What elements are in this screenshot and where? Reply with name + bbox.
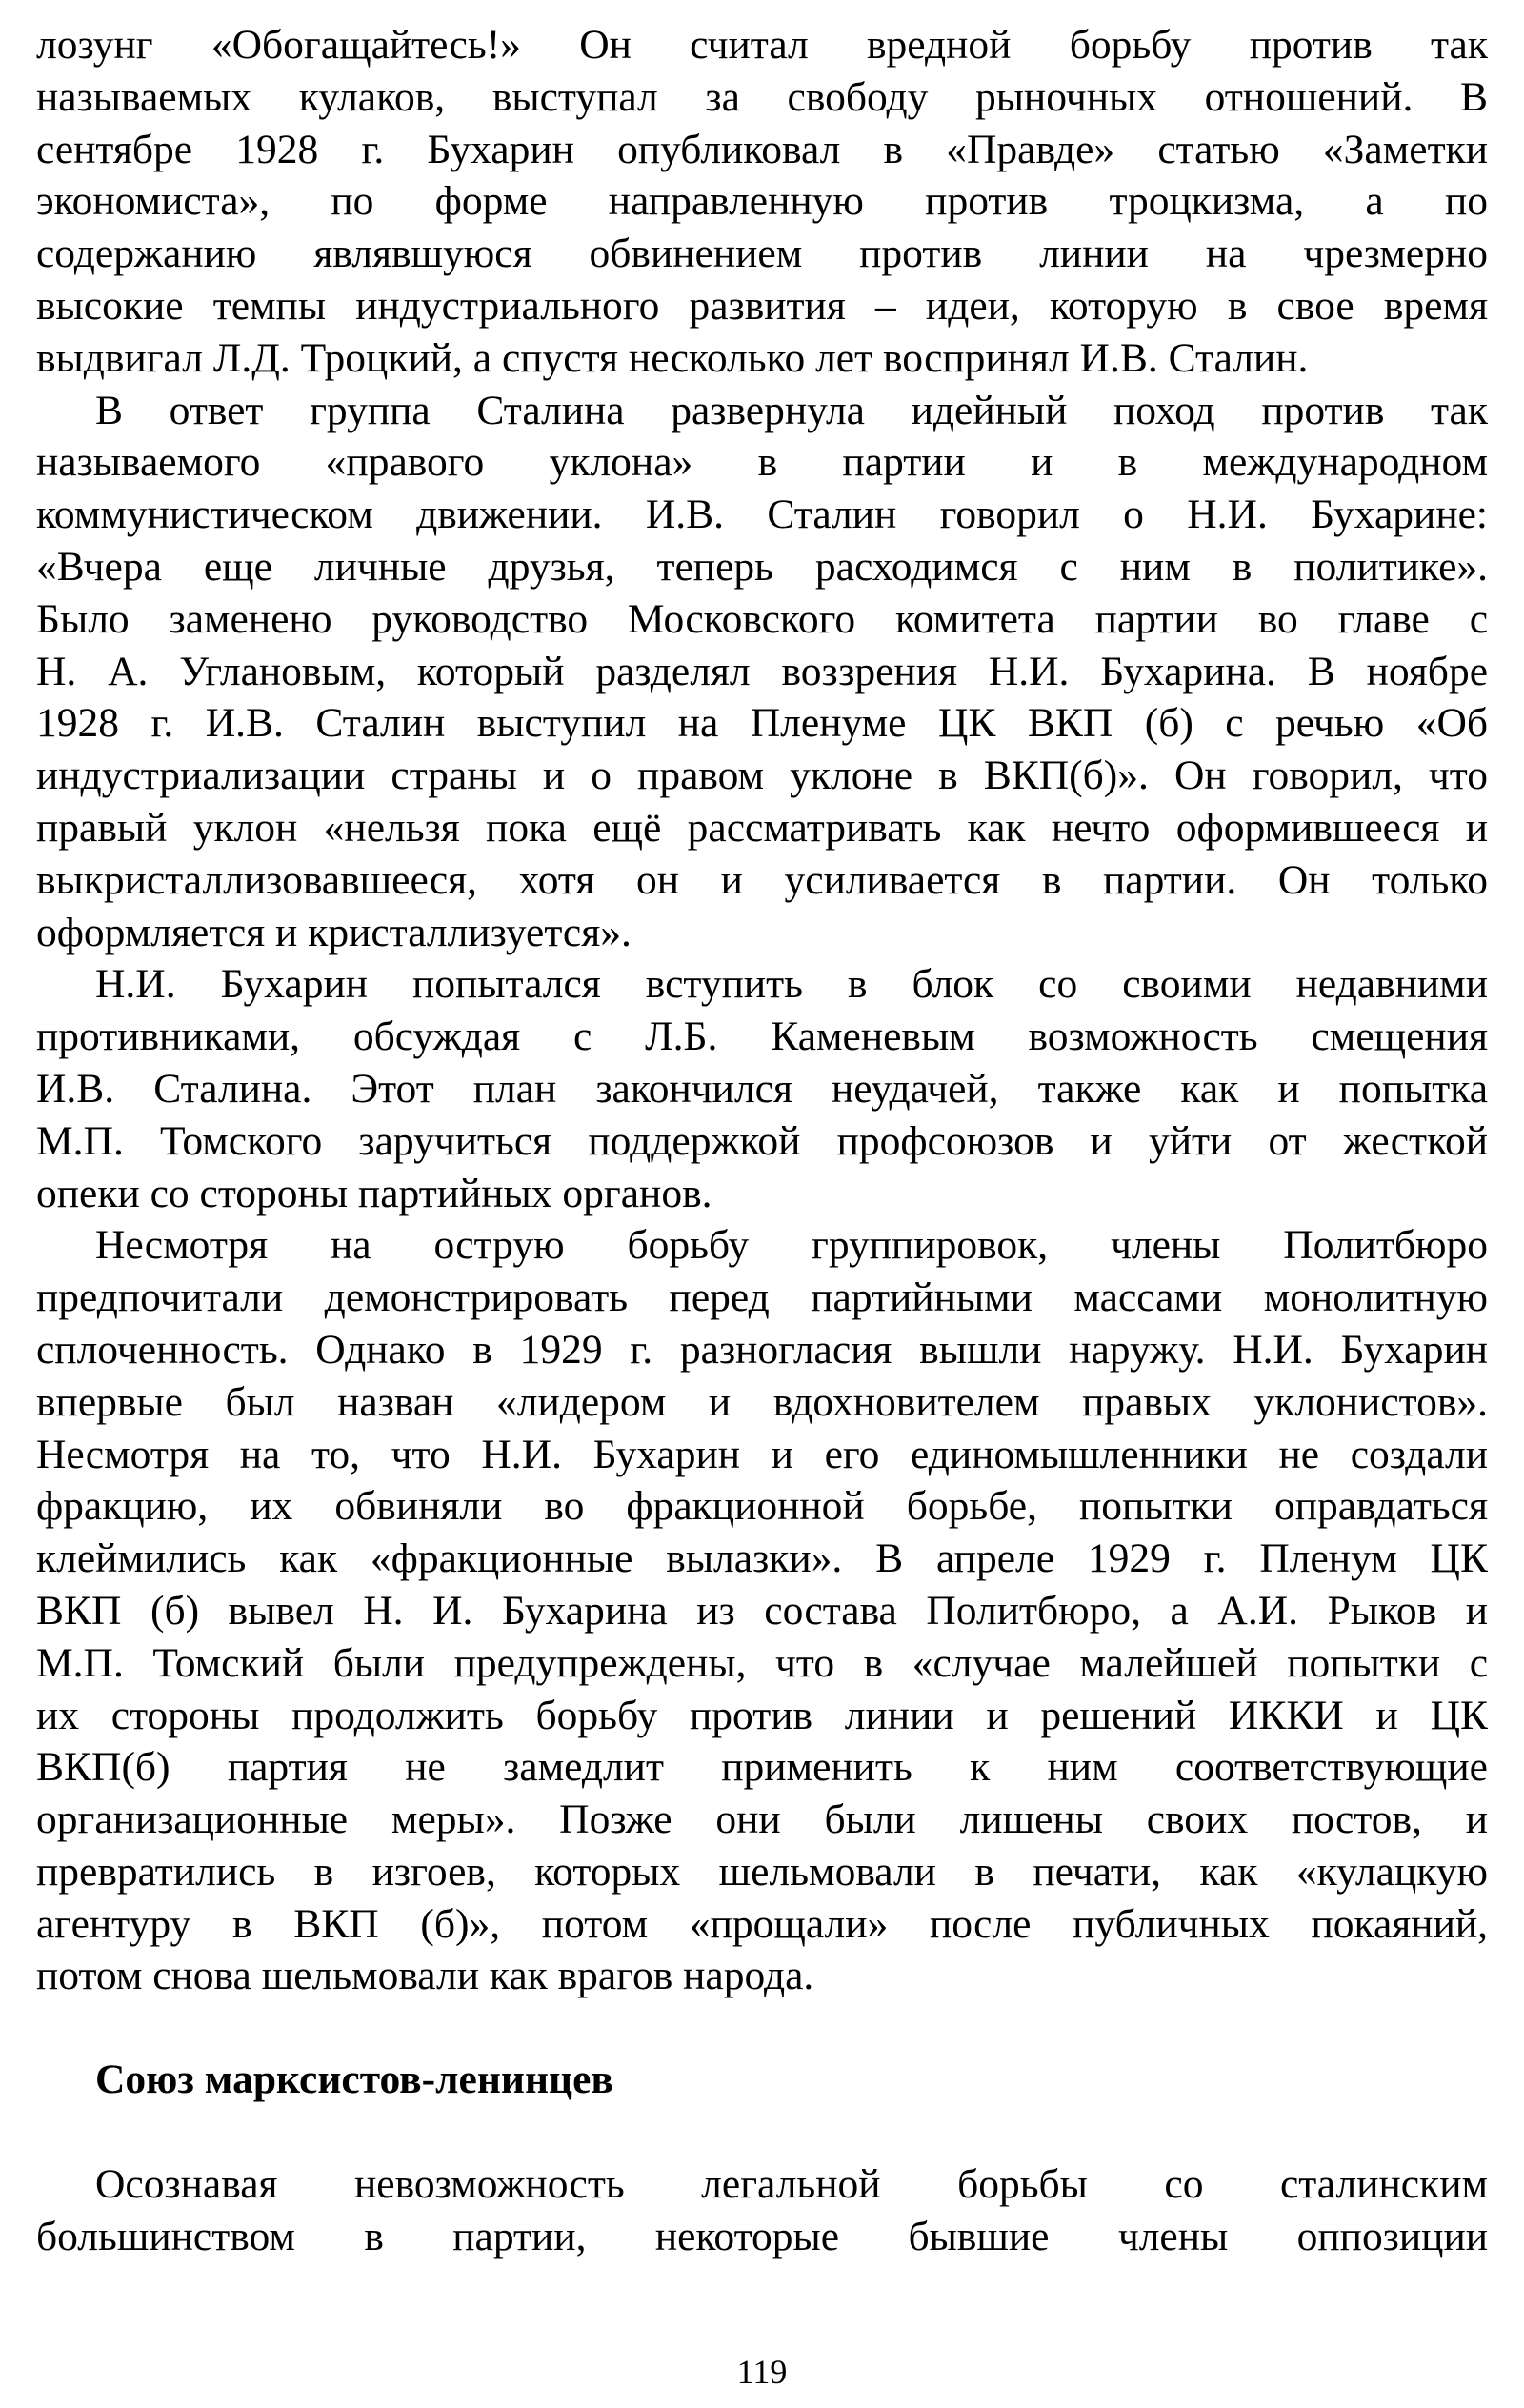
text-line: Осознавая невозможность легальной борьбы со сталинским bbox=[95, 2161, 1488, 2208]
spacer bbox=[36, 2106, 1488, 2158]
text-line: М.П. Томский были предупреждены, что в «случае малейшей попытки с bbox=[36, 1639, 1488, 1686]
text-line: их стороны продолжить борьбу против линии и решений ИККИ и ЦК bbox=[36, 1692, 1488, 1738]
text-line: организационные меры». Позже они были лишены своих постов, и bbox=[36, 1796, 1488, 1843]
text-line: лозунг «Обогащайтесь!» Он считал вредной борьбу против так bbox=[36, 22, 1488, 68]
text-line: индустриализации страны и о правом уклоне в ВКП(б)». Он говорил, что bbox=[36, 752, 1488, 799]
text-line: оформляется и кристаллизуется». bbox=[36, 909, 632, 955]
text-line: сентябре 1928 г. Бухарин опубликовал в «Правде» статью «Заметки bbox=[36, 126, 1488, 172]
text-line: коммунистическом движении. И.В. Сталин говорил о Н.И. Бухарине: bbox=[36, 492, 1488, 538]
text-line: впервые был назван «лидером и вдохновителем правых уклонистов». bbox=[36, 1378, 1488, 1425]
text-line: экономиста», по форме направленную против троцкизма, а по bbox=[36, 178, 1488, 225]
section-heading: Союз марксистов-ленинцев bbox=[95, 2057, 613, 2103]
text-line: большинством в партии, некоторые бывшие члены оппозиции bbox=[36, 2213, 1488, 2259]
paragraph-5 bbox=[36, 2158, 1488, 2263]
text-line: Н. А. Углановым, который разделял воззрения Н.И. Бухарина. В ноябре bbox=[36, 648, 1488, 694]
paragraph-4 bbox=[36, 1219, 1488, 2002]
text-line: ВКП(б) партия не замедлит применить к ним соответствующие bbox=[36, 1744, 1488, 1791]
text-line: предпочитали демонстрировать перед партийными массами монолитную bbox=[36, 1274, 1488, 1321]
text-line: называемого «правого уклона» в партии и в международном bbox=[36, 439, 1488, 486]
text-line: Н.И. Бухарин попытался вступить в блок со своими недавними bbox=[95, 961, 1488, 1008]
paragraph-3 bbox=[36, 958, 1488, 1219]
text-line: И.В. Сталина. Этот план закончился неудачей, также как и попытка bbox=[36, 1065, 1488, 1112]
text-line: называемых кулаков, выступал за свободу рыночных отношений. В bbox=[36, 73, 1488, 120]
text-line: 1928 г. И.В. Сталин выступил на Пленуме ЦК ВКП (б) с речью «Об bbox=[36, 700, 1488, 747]
text-line: Было заменено руководство Московского комитета партии во главе с bbox=[36, 595, 1488, 642]
text-line: содержанию являвшуюся обвинением против линии на чрезмерно bbox=[36, 231, 1488, 277]
page-number: 119 bbox=[736, 2353, 788, 2391]
text-line: правый уклон «нельзя пока ещё рассматривать как нечто оформившееся и bbox=[36, 804, 1488, 851]
text-line: Несмотря на то, что Н.И. Бухарин и его единомышленники не создали bbox=[36, 1431, 1488, 1477]
text-line: сплоченность. Однако в 1929 г. разногласия вышли наружу. Н.И. Бухарин bbox=[36, 1326, 1488, 1373]
text-line: клеймились как «фракционные вылазки». В апреле 1929 г. Пленум ЦК bbox=[36, 1535, 1488, 1582]
text-line: потом снова шельмовали как врагов народа. bbox=[36, 1953, 814, 1999]
spacer bbox=[36, 2002, 1488, 2054]
paragraph-2 bbox=[36, 385, 1488, 959]
text-line: выкристаллизовавшееся, хотя он и усиливается в партии. Он только bbox=[36, 856, 1488, 903]
text-line: опеки со стороны партийных органов. bbox=[36, 1170, 712, 1216]
page-body bbox=[36, 19, 1488, 2263]
text-line: «Вчера еще личные друзья, теперь расходимся с ним в политике». bbox=[36, 543, 1488, 590]
text-line: превратились в изгоев, которых шельмовали в печати, как «кулацкую bbox=[36, 1848, 1488, 1895]
text-line: В ответ группа Сталина развернула идейный поход против так bbox=[95, 387, 1488, 433]
text-line: высокие темпы индустриального развития – идеи, которую в свое время bbox=[36, 282, 1488, 329]
text-line: ВКП (б) вывел Н. И. Бухарина из состава Политбюро, а А.И. Рыков и bbox=[36, 1587, 1488, 1634]
text-line: выдвигал Л.Д. Троцкий, а спустя несколько лет воспринял И.В. Сталин. bbox=[36, 334, 1309, 381]
paragraph-1 bbox=[36, 19, 1488, 385]
text-line: фракцию, их обвиняли во фракционной борьбе, попытки оправдаться bbox=[36, 1483, 1488, 1530]
text-line: противниками, обсуждая с Л.Б. Каменевым возможность смещения bbox=[36, 1013, 1488, 1060]
text-line: агентуру в ВКП (б)», потом «прощали» после публичных покаяний, bbox=[36, 1900, 1488, 1947]
text-line: Несмотря на острую борьбу группировок, члены Политбюро bbox=[95, 1222, 1488, 1269]
text-line: М.П. Томского заручиться поддержкой профсоюзов и уйти от жесткой bbox=[36, 1117, 1488, 1164]
